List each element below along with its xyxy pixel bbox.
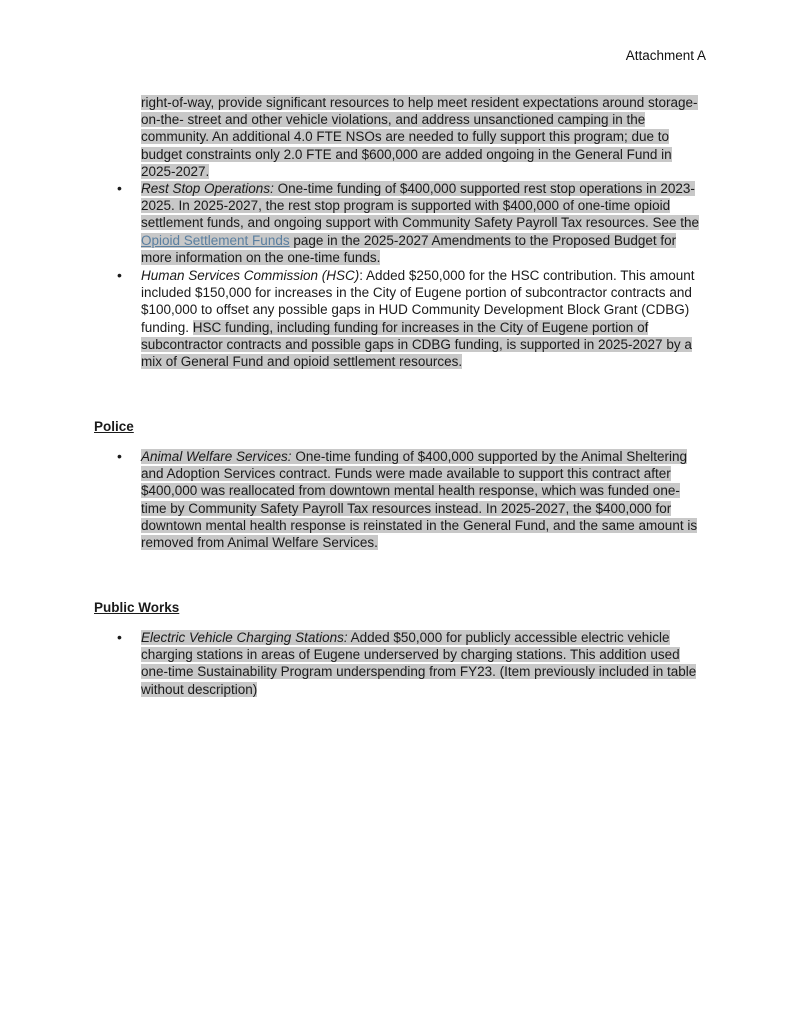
top-content [141, 94, 704, 371]
continuation-text: right-of-way, provide significant resources to help meet resident expectations around storage-on-the- street and other vehicle violations, and address unsanctioned camping in the community. An additional 4.0 FTE NSOs are needed to fully support this program; due to budget constraints only 2.0 FTE and $600,000 are added ongoing in the General Fund in 2025-2027. [141, 95, 698, 179]
police-content [141, 448, 704, 552]
hsc-text-highlighted: HSC funding, including funding for increases in the City of Eugene portion of subcontractor contracts and possible gaps in CDBG funding, is supported in 2025-2027 by a mix of General Fund and opioid settlement resources. [141, 319, 692, 370]
opioid-settlement-funds-link[interactable]: Opioid Settlement Funds [141, 232, 290, 248]
public-works-heading: Public Works [94, 600, 180, 615]
top-bullet-list [141, 180, 704, 370]
hsc-text-plain: : Added $250,000 for the HSC contribution. This amount included $150,000 for increases in the City of Eugene portion of subcontractor contracts and $100,000 to offset any possible gaps in HUD Community Development Block Grant (CDBG) funding. [141, 268, 695, 335]
list-item-animal-welfare [141, 448, 704, 551]
animal-welfare-title: Animal Welfare Services: [141, 449, 292, 464]
animal-welfare-text: One-time funding of $400,000 supported by the Animal Sheltering and Adoption Services contract. Funds were made available to support this contract after $400,000 was reallocated from downtown mental health response, which was funded one-time by Community Safety Payroll Tax resources instead. In 2025-2027, the $400,000 for downtown mental health response is reinstated in the General Fund, and the same amount is removed from Animal Welfare Services. [141, 449, 698, 551]
public-works-content [141, 629, 704, 699]
police-heading: Police [94, 419, 134, 434]
ev-charging-title: Electric Vehicle Charging Stations: [141, 630, 348, 645]
public-works-bullet-list [141, 629, 704, 698]
continuation-paragraph [141, 94, 704, 180]
rest-stop-text-after: page in the 2025-2027 Amendments to the Proposed Budget for more information on the one-time funds. [141, 232, 677, 265]
attachment-label: Attachment A [625, 48, 706, 63]
list-item-rest-stop [141, 180, 704, 266]
list-item-ev-charging [141, 629, 704, 698]
rest-stop-text-before: One-time funding of $400,000 supported rest stop operations in 2023-2025. In 2025-2027, the rest stop program is supported with $400,000 of one-time opioid settlement funds, and ongoing support with Community Safety Payroll Tax resources. See the [141, 181, 700, 231]
ev-charging-text: Added $50,000 for publicly accessible electric vehicle charging stations in areas of Eugene underserved by charging stations. This addition used one-time Sustainability Program underspending from FY23. (Item previously included in table without description) [141, 630, 697, 697]
list-item-hsc [141, 267, 704, 370]
police-bullet-list [141, 448, 704, 551]
rest-stop-title: Rest Stop Operations: [141, 181, 274, 197]
hsc-title: Human Services Commission (HSC) [141, 268, 360, 284]
